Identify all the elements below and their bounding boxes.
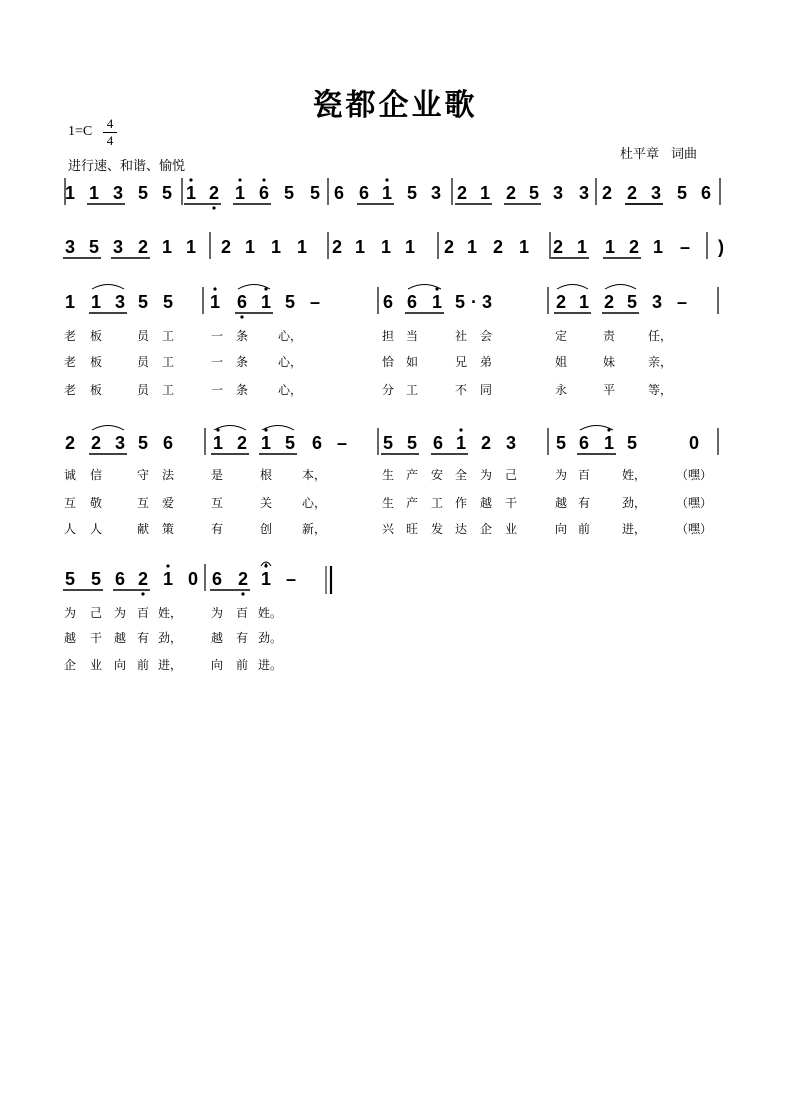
lyric-char: 责 xyxy=(602,329,616,343)
note: 1 xyxy=(88,183,100,203)
note: 1 xyxy=(652,237,664,257)
note: 5 xyxy=(88,237,100,257)
note: 1 xyxy=(260,433,272,453)
lyric-char: 干 xyxy=(504,496,518,510)
note: 5 xyxy=(90,569,102,589)
note: 1 xyxy=(380,237,392,257)
lyric-char: 同 xyxy=(479,383,493,397)
lyric-char: 产 xyxy=(405,468,419,482)
lyric-char: 弟 xyxy=(479,355,493,369)
note: 1 xyxy=(603,433,615,453)
note: 3 xyxy=(481,292,493,312)
lyric-char: 恰 xyxy=(381,355,395,369)
lyric-char: 一 xyxy=(210,383,224,397)
lyric-char: 姓。 xyxy=(257,606,283,620)
lyric-char: 等， xyxy=(647,383,673,397)
lyric-char: 守 xyxy=(136,468,150,482)
note: 2 xyxy=(236,433,248,453)
lyric-char: 为 xyxy=(113,606,127,620)
high-octave-dot xyxy=(262,178,265,181)
lyric-char: 分 xyxy=(381,383,395,397)
fermata-dot xyxy=(265,563,267,565)
slur xyxy=(557,285,588,290)
repeat-end-mark: ) xyxy=(718,237,724,257)
lyric-char: 板 xyxy=(89,383,103,397)
note: 2 xyxy=(480,433,492,453)
note: – xyxy=(285,569,297,589)
lyric-char: 一 xyxy=(210,355,224,369)
lyric-char: 妹 xyxy=(602,355,616,369)
note: 2 xyxy=(237,569,249,589)
note: 2 xyxy=(331,237,343,257)
lyric-char: 根 xyxy=(259,468,273,482)
note: 6 xyxy=(406,292,418,312)
note: 5 xyxy=(284,433,296,453)
lyric-char: 板 xyxy=(89,329,103,343)
lyric-char: 关 xyxy=(259,496,273,510)
lyric-char: 前 xyxy=(577,522,591,536)
note: 5 xyxy=(626,433,638,453)
note: 3 xyxy=(430,183,442,203)
note: 2 xyxy=(137,237,149,257)
time-sig-bottom: 4 xyxy=(106,133,114,148)
note: 6 xyxy=(700,183,712,203)
note: 6 xyxy=(432,433,444,453)
slur xyxy=(92,426,124,431)
note: 6 xyxy=(211,569,223,589)
lyric-char: 条 xyxy=(235,329,249,343)
lyric-char: 员 xyxy=(136,355,150,369)
slur xyxy=(605,285,636,290)
lyric-char: 为 xyxy=(210,606,224,620)
lyric-char: 工 xyxy=(161,329,175,343)
lyric-char: 条 xyxy=(235,355,249,369)
lyric-char: 发 xyxy=(430,522,444,536)
note: 1 xyxy=(90,292,102,312)
lyric-char: 达 xyxy=(454,522,468,536)
lyric-char: 全 xyxy=(454,468,468,482)
note: · xyxy=(471,292,477,312)
note: 2 xyxy=(555,292,567,312)
lyric-char: 姓， xyxy=(157,606,183,620)
lyric-char: 新， xyxy=(301,522,327,536)
author-name: 杜平章 xyxy=(620,147,660,162)
lyric-char: 平 xyxy=(602,383,616,397)
note: 2 xyxy=(64,433,76,453)
high-octave-dot xyxy=(238,178,241,181)
lyric-char: 百 xyxy=(136,606,150,620)
lyric-char: 产 xyxy=(405,496,419,510)
lyric-char: 劲， xyxy=(157,631,183,645)
song-title: 瓷都企业歌 xyxy=(312,88,478,123)
lyric-char: 越 xyxy=(479,496,493,510)
lyric-char: 姐 xyxy=(554,355,568,369)
lyric-char: 任， xyxy=(647,329,673,343)
lyric-char: 永 xyxy=(554,383,568,397)
lyric-char: 工 xyxy=(161,383,175,397)
note: 5 xyxy=(284,292,296,312)
note: 5 xyxy=(162,292,174,312)
lyric-char: （嘿） xyxy=(675,522,713,536)
lyric-char: 己 xyxy=(504,468,518,482)
note: 1 xyxy=(576,237,588,257)
note: 3 xyxy=(650,183,662,203)
note: 3 xyxy=(114,292,126,312)
note: 2 xyxy=(456,183,468,203)
note: 1 xyxy=(161,237,173,257)
high-octave-dot xyxy=(459,428,462,431)
note: 1 xyxy=(354,237,366,257)
lyric-char: 策 xyxy=(161,522,175,536)
lyric-char: 员 xyxy=(136,329,150,343)
note: 2 xyxy=(505,183,517,203)
lyric-char: 互 xyxy=(63,496,77,510)
note: 1 xyxy=(604,237,616,257)
lyric-char: 法 xyxy=(161,468,175,482)
author-role: 词曲 xyxy=(671,147,698,162)
lyric-char: 条 xyxy=(235,383,249,397)
note: 1 xyxy=(518,237,530,257)
high-octave-dot xyxy=(189,178,192,181)
lyric-char: 心， xyxy=(277,383,303,397)
lyric-char: 己 xyxy=(89,606,103,620)
note: 2 xyxy=(626,183,638,203)
note: 2 xyxy=(628,237,640,257)
lyric-char: （嘿） xyxy=(675,468,713,482)
lyric-char: 干 xyxy=(89,631,103,645)
note: 6 xyxy=(358,183,370,203)
note: 1 xyxy=(234,183,246,203)
lyric-char: 心， xyxy=(277,329,303,343)
high-octave-dot xyxy=(213,287,216,290)
lyric-char: 信 xyxy=(89,468,103,482)
note: 5 xyxy=(382,433,394,453)
note: 2 xyxy=(208,183,220,203)
note: 2 xyxy=(603,292,615,312)
note: 5 xyxy=(161,183,173,203)
note: 3 xyxy=(114,433,126,453)
note: 1 xyxy=(244,237,256,257)
lyric-char: 老 xyxy=(63,329,77,343)
note: 1 xyxy=(466,237,478,257)
lyric-char: 互 xyxy=(136,496,150,510)
lyric-char: 百 xyxy=(577,468,591,482)
note: 1 xyxy=(431,292,443,312)
lyric-char: 创 xyxy=(259,522,273,536)
lyric-char: 旺 xyxy=(405,522,419,536)
note: 2 xyxy=(137,569,149,589)
note: 5 xyxy=(64,569,76,589)
lyric-char: 心， xyxy=(277,355,303,369)
lyric-char: 员 xyxy=(136,383,150,397)
lyric-char: 当 xyxy=(405,329,419,343)
lyric-char: 本， xyxy=(301,468,327,482)
lyric-char: 诚 xyxy=(63,468,77,482)
lyric-char: 互 xyxy=(210,496,224,510)
note: 6 xyxy=(236,292,248,312)
lyric-char: 前 xyxy=(136,658,150,672)
note: 1 xyxy=(64,183,76,203)
note: 1 xyxy=(185,237,197,257)
lyric-char: 一 xyxy=(210,329,224,343)
note: 0 xyxy=(187,569,199,589)
note: 6 xyxy=(333,183,345,203)
lyric-char: 前 xyxy=(235,658,249,672)
lyric-char: 百 xyxy=(235,606,249,620)
lyric-char: 担 xyxy=(381,329,395,343)
note: 2 xyxy=(443,237,455,257)
note: 6 xyxy=(382,292,394,312)
lyric-char: 向 xyxy=(210,658,224,672)
lyric-char: 兴 xyxy=(381,522,395,536)
lyric-char: 作 xyxy=(454,496,468,510)
lyric-char: 工 xyxy=(430,496,444,510)
lyric-char: 越 xyxy=(554,496,568,510)
note: 2 xyxy=(552,237,564,257)
lyric-char: 进， xyxy=(157,658,183,672)
note: 2 xyxy=(492,237,504,257)
lyric-char: 生 xyxy=(381,468,395,482)
lyric-char: 进， xyxy=(621,522,647,536)
note: 5 xyxy=(555,433,567,453)
lyric-char: 是 xyxy=(210,468,224,482)
note: 6 xyxy=(311,433,323,453)
lyric-char: 为 xyxy=(479,468,493,482)
note: 1 xyxy=(185,183,197,203)
lyric-char: 敬 xyxy=(89,496,103,510)
note: 5 xyxy=(626,292,638,312)
note: – xyxy=(676,292,688,312)
note: 0 xyxy=(688,433,700,453)
lyric-char: 有 xyxy=(136,631,150,645)
lyric-char: 老 xyxy=(63,355,77,369)
note: 1 xyxy=(212,433,224,453)
note: – xyxy=(679,237,691,257)
low-octave-dot xyxy=(241,592,244,595)
slur xyxy=(92,285,124,290)
lyric-char: 姓， xyxy=(621,468,647,482)
note: 1 xyxy=(64,292,76,312)
lyric-char: 企 xyxy=(63,658,77,672)
note: 1 xyxy=(162,569,174,589)
lyric-char: 人 xyxy=(89,522,103,536)
low-octave-dot xyxy=(240,315,243,318)
lyric-char: 不 xyxy=(454,383,468,397)
note: 5 xyxy=(283,183,295,203)
note: 1 xyxy=(455,433,467,453)
note: 5 xyxy=(528,183,540,203)
note: 5 xyxy=(137,292,149,312)
high-octave-dot xyxy=(166,564,169,567)
lyric-char: 生 xyxy=(381,496,395,510)
lyric-char: 老 xyxy=(63,383,77,397)
note: 1 xyxy=(209,292,221,312)
note: 1 xyxy=(381,183,393,203)
lyric-char: 业 xyxy=(89,658,103,672)
lyric-char: 心， xyxy=(301,496,327,510)
low-octave-dot xyxy=(141,592,144,595)
lyric-char: 越 xyxy=(210,631,224,645)
note: 5 xyxy=(406,433,418,453)
note: – xyxy=(309,292,321,312)
lyric-char: 有 xyxy=(577,496,591,510)
note: 6 xyxy=(258,183,270,203)
note: 3 xyxy=(651,292,663,312)
lyric-char: 向 xyxy=(554,522,568,536)
lyric-char: 越 xyxy=(63,631,77,645)
note: 1 xyxy=(270,237,282,257)
lyric-char: 献 xyxy=(136,522,150,536)
note: 3 xyxy=(552,183,564,203)
note: 1 xyxy=(404,237,416,257)
note: 1 xyxy=(578,292,590,312)
lyric-char: 有 xyxy=(235,631,249,645)
note: 6 xyxy=(162,433,174,453)
note: 5 xyxy=(137,433,149,453)
lyric-char: 安 xyxy=(430,468,444,482)
high-octave-dot xyxy=(385,178,388,181)
note: 3 xyxy=(64,237,76,257)
note: 5 xyxy=(309,183,321,203)
lyric-char: 向 xyxy=(113,658,127,672)
lyric-char: 有 xyxy=(210,522,224,536)
lyric-char: 劲。 xyxy=(257,631,283,645)
note: 2 xyxy=(601,183,613,203)
key-signature: 1=C xyxy=(68,124,93,139)
note: 5 xyxy=(454,292,466,312)
lyric-char: 爱 xyxy=(161,496,175,510)
time-sig-top: 4 xyxy=(103,116,117,133)
note: 5 xyxy=(676,183,688,203)
lyric-char: 进。 xyxy=(257,658,283,672)
note: 3 xyxy=(112,237,124,257)
lyric-char: 为 xyxy=(63,606,77,620)
note: 1 xyxy=(479,183,491,203)
lyric-char: 越 xyxy=(113,631,127,645)
note: 1 xyxy=(296,237,308,257)
note: 5 xyxy=(137,183,149,203)
note: 6 xyxy=(114,569,126,589)
note: 3 xyxy=(505,433,517,453)
lyric-char: 兄 xyxy=(454,355,468,369)
lyric-char: （嘿） xyxy=(675,496,713,510)
note: 1 xyxy=(260,292,272,312)
lyric-char: 会 xyxy=(479,329,493,343)
note: – xyxy=(336,433,348,453)
lyric-char: 劲， xyxy=(621,496,647,510)
lyric-char: 企 xyxy=(479,522,493,536)
low-octave-dot xyxy=(212,206,215,209)
note: 1 xyxy=(260,569,272,589)
lyric-char: 为 xyxy=(554,468,568,482)
lyric-char: 业 xyxy=(504,522,518,536)
note: 3 xyxy=(112,183,124,203)
lyric-char: 工 xyxy=(405,383,419,397)
lyric-char: 定 xyxy=(554,329,568,343)
note: 3 xyxy=(578,183,590,203)
note: 2 xyxy=(220,237,232,257)
lyric-char: 亲， xyxy=(647,355,673,369)
lyric-char: 人 xyxy=(63,522,77,536)
note: 2 xyxy=(90,433,102,453)
lyric-char: 板 xyxy=(89,355,103,369)
lyric-char: 社 xyxy=(454,329,468,343)
lyric-char: 工 xyxy=(161,355,175,369)
note: 5 xyxy=(406,183,418,203)
lyric-char: 如 xyxy=(405,355,419,369)
note: 6 xyxy=(578,433,590,453)
tempo-marking: 进行速、和谐、愉悦 xyxy=(68,159,186,174)
